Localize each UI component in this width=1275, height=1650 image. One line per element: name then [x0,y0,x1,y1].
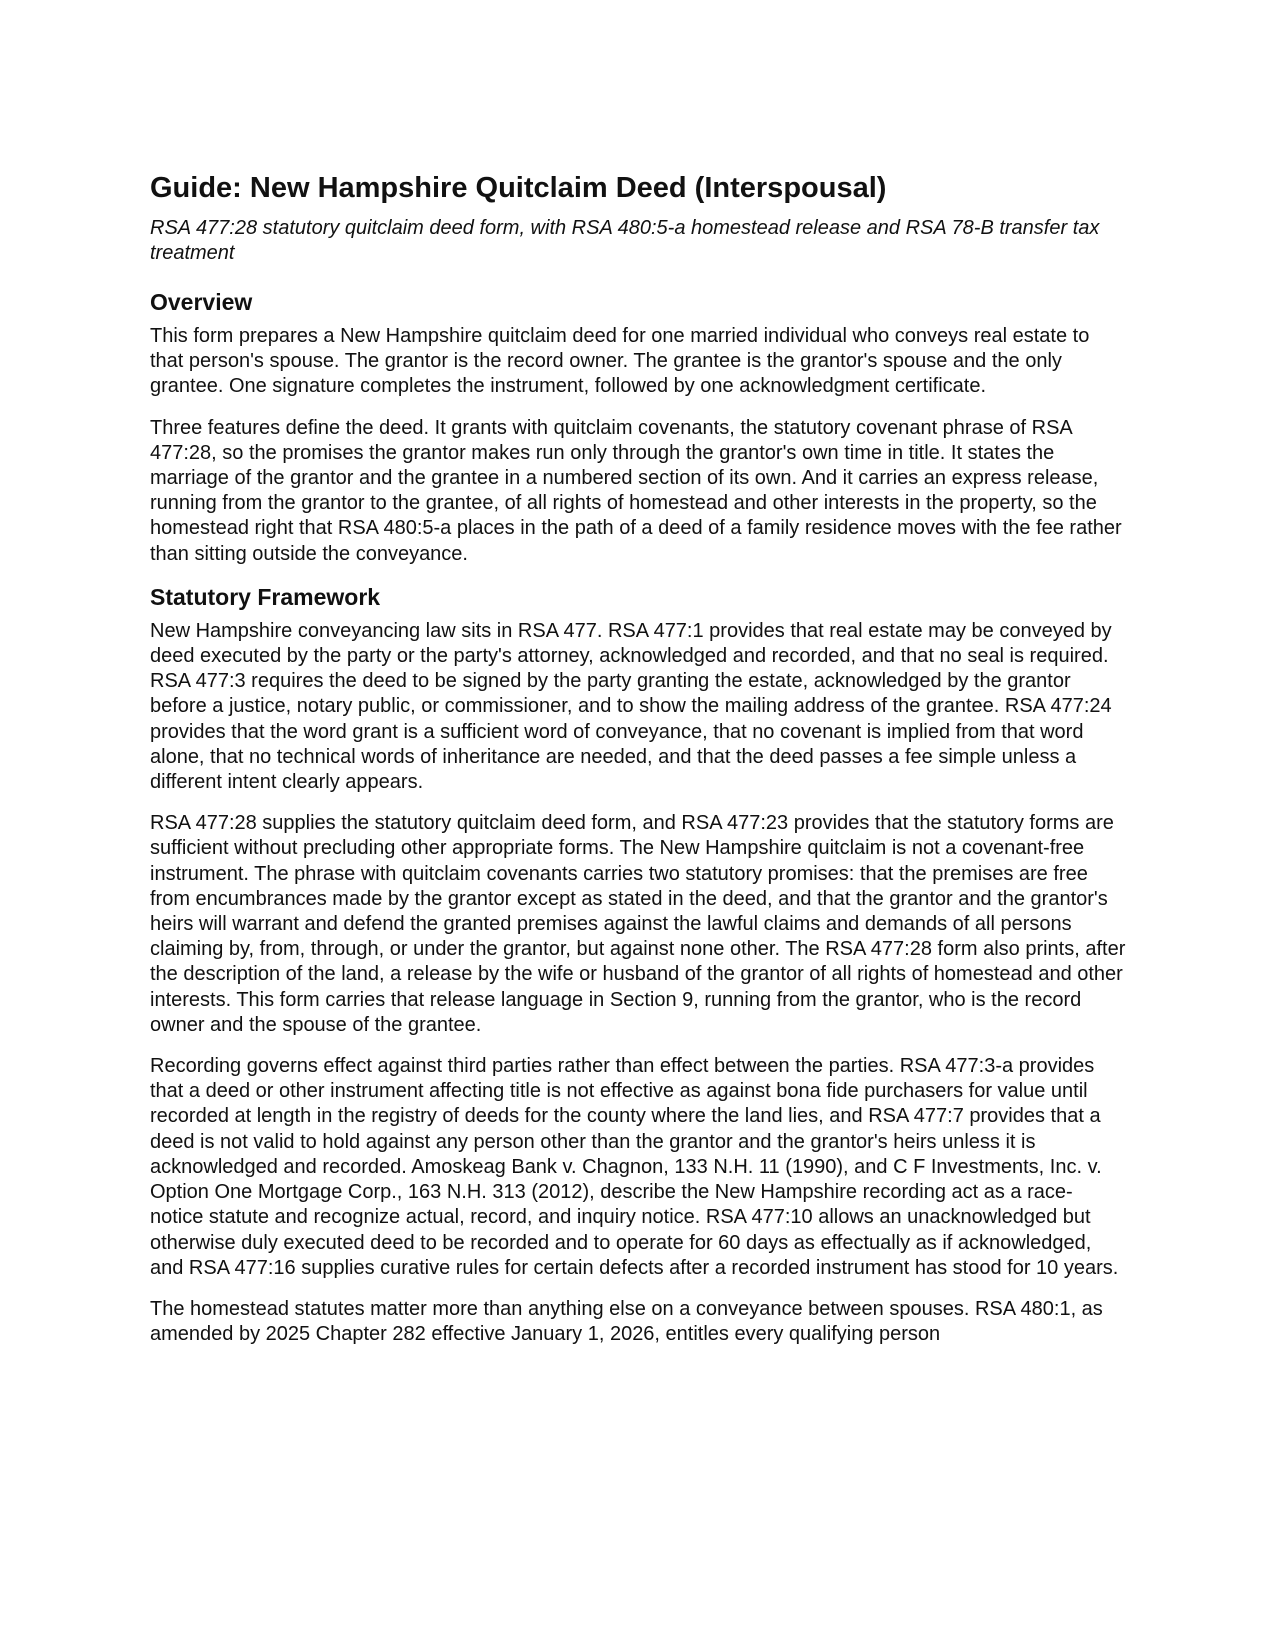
document-title: Guide: New Hampshire Quitclaim Deed (Interspousal) [150,172,887,204]
paragraph: Recording governs effect against third parties rather than effect between the parties. RSA 477:3-a provides that a deed or other instrument affecting title is not effective as against bona fide purchasers for value until recorded at length in the registry of deeds for the county where the land lies, and RSA 477:7 provides that a deed is not valid to hold against any person other than the grantor and the grantor's heirs unless it is acknowledged and recorded. Amoskeag Bank v. Chagnon, 133 N.H. 11 (1990), and C F Investments, Inc. v. Option One Mortgage Corp., 163 N.H. 313 (2012), describe the New Hampshire recording act as a race-notice statute and recognize actual, record, and inquiry notice. RSA 477:10 allows an unacknowledged but otherwise duly executed deed to be recorded and to operate for 60 days as effectually as if acknowledged, and RSA 477:16 supplies curative rules for certain defects after a recorded instrument has stood for 10 years. [150,1055,1119,1279]
section-heading: Overview [150,289,253,315]
section-overview [150,288,1126,567]
paragraph: RSA 477:28 supplies the statutory quitclaim deed form, and RSA 477:23 provides that the statutory forms are sufficient without precluding other appropriate forms. The New Hampshire quitclaim is not a covenant-free instrument. The phrase with quitclaim covenants carries two statutory promises: that the premises are free from encumbrances made by the grantor except as stated in the deed, and that the grantor and the grantor's heirs will warrant and defend the granted premises against the lawful claims and demands of all persons claiming by, from, through, or under the grantor, but against none other. The RSA 477:28 form also prints, after the description of the land, a release by the wife or husband of the grantor of all rights of homestead and other interests. This form carries that release language in Section 9, running from the grantor, who is the record owner and the spouse of the grantee. [150,812,1126,1036]
document-page [150,170,1126,1363]
document-subtitle: RSA 477:28 statutory quitclaim deed form, with RSA 480:5-a homestead release and RSA 78-B transfer tax treatment [150,217,1100,264]
section-statutory-framework [150,583,1126,1347]
paragraph: New Hampshire conveyancing law sits in RSA 477. RSA 477:1 provides that real estate may be conveyed by deed executed by the party or the party's attorney, acknowledged and recorded, and that no seal is required. RSA 477:3 requires the deed to be signed by the party granting the estate, acknowledged by the grantor before a justice, notary public, or commissioner, and to show the mailing address of the grantee. RSA 477:24 provides that the word grant is a sufficient word of conveyance, that no covenant is implied from that word alone, that no technical words of inheritance are needed, and that the deed passes a fee simple unless a different intent clearly appears. [150,619,1112,794]
paragraph: The homestead statutes matter more than anything else on a conveyance between spouses. RSA 480:1, as amended by 2025 Chapter 282 effective January 1, 2026, entitles every qualifying person [150,1297,1103,1346]
section-heading: Statutory Framework [150,583,381,610]
paragraph: Three features define the deed. It grants with quitclaim covenants, the statutory covenant phrase of RSA 477:28, so the promises the grantor makes run only through the grantor's own time in title. It states the marriage of the grantor and the grantee in a numbered section of its own. And it carries an express release, running from the grantor to the grantee, of all rights of homestead and other interests in the property, so the homestead right that RSA 480:5-a places in the path of a deed of a family residence moves with the fee rather than sitting outside the conveyance. [150,416,1122,565]
paragraph: This form prepares a New Hampshire quitclaim deed for one married individual who conveys real estate to that person's spouse. The grantor is the record owner. The grantee is the grantor's spouse and the only grantee. One signature completes the instrument, followed by one acknowledgment certificate. [150,325,1090,398]
